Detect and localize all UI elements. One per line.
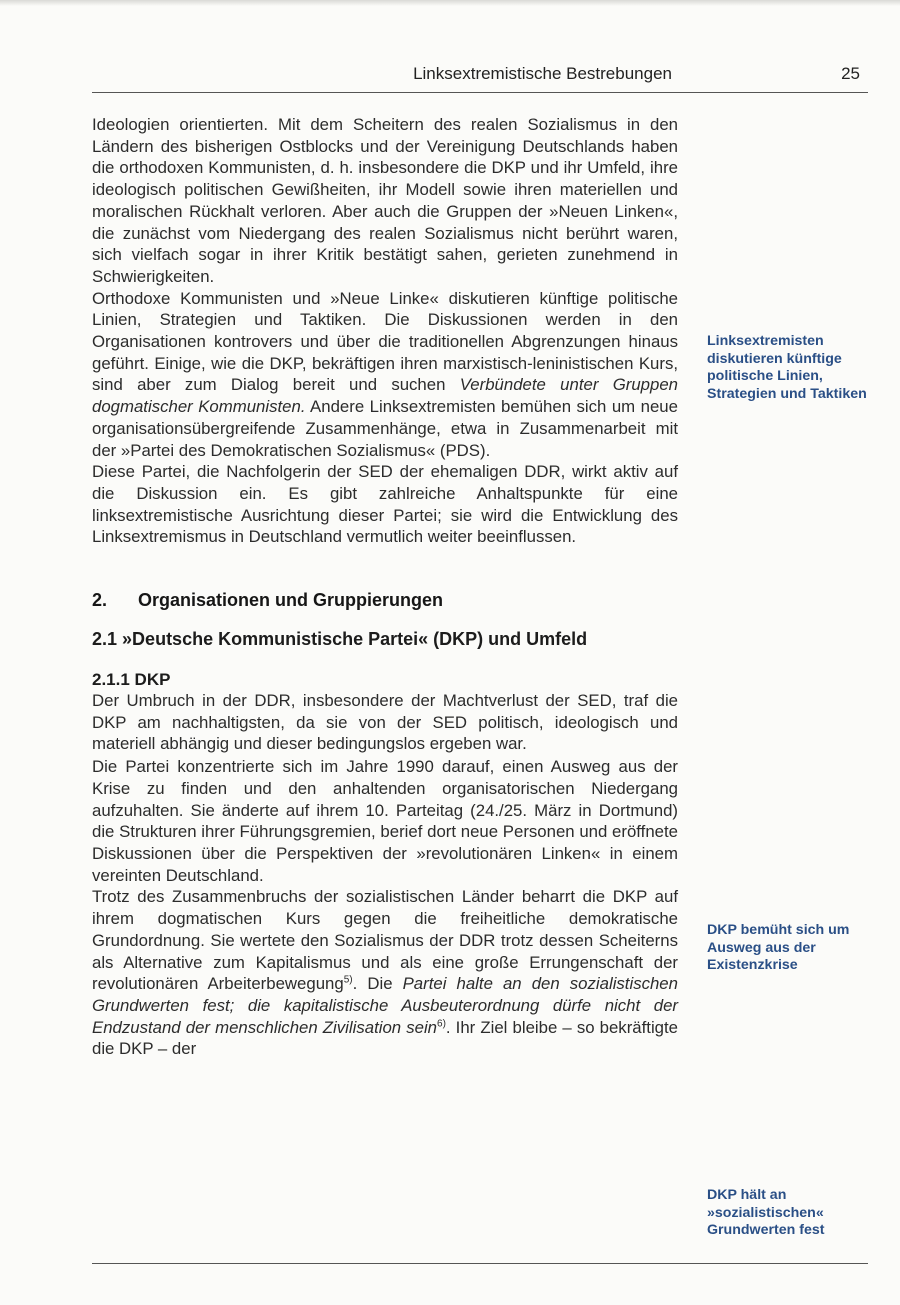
margin-note-existenzkrise: DKP bemüht sich um Ausweg aus der Existenzkrise <box>707 922 850 973</box>
paragraph-discussions: Orthodoxe Kommunisten und »Neue Linke« diskutieren künftige politische Linien, Strategien und Taktiken. Die Diskussionen werden in den Organisationen kontrovers und über die traditionellen Abgrenzungen hinaus geführt. Einige, wie die DKP, bekräftigen ihren marxistisch-leninistischen Kurs, sind aber zum Dialog bereit und suchen Verbündete unter Gruppen dogmatischer Kommunisten. Andere Linksextremisten bemühen sich um neue organisationsübergreifende Zusammenhänge, etwa in Zusammenarbeit mit der »Partei des Demokratischen Sozialismus« (PDS). <box>92 288 679 460</box>
paragraph-grundwerte: Trotz des Zusammenbruchs der sozialistischen Länder beharrt die DKP auf ihrem dogmatischen Kurs gegen die freiheitliche demokratische Grundordnung. Sie wertete den Sozialismus der DDR trotz dessen Scheiterns als Alternative zum Kapitalismus und als eine große Errungenschaft der revolutionären Arbeiterbewegung$^{5)}$. Die Partei halte an den sozialistischen Grundwerten fest; die kapitalistische Ausbeuterordnung dürfe nicht der Endzustand der menschlichen Zivilisation sein$^{6)}$. Ihr Ziel bleibe – so bekräftigte die DKP – der <box>92 887 679 1059</box>
section-heading-2: 2. Organisationen und Gruppierungen <box>92 590 444 611</box>
footnote-ref-5: 5) <box>343 974 353 986</box>
paragraph-ausweg: Die Partei konzentrierte sich im Jahre 1990 darauf, einen Ausweg aus der Krise zu finden und den anhaltenden organisatorischen Niedergang aufzuhalten. Sie änderte auf ihrem 10. Parteitag (24./25. März in Dortmund) die Strukturen ihrer Führungsgremien, berief dort neue Personen und eröffnete Diskussionen über die Perspektiven der »revolutionären Linken« in einem vereinten Deutschland. <box>92 757 678 885</box>
paragraph-umbruch: Der Umbruch in der DDR, insbesondere der Machtverlust der SED, traf die DKP am nachhaltigsten, da sie von der SED politisch, ideologisch und materiell abhängig und dieser bedingungslos ergeben war. <box>92 691 678 754</box>
main-text-column <box>92 114 678 1060</box>
running-title: Linksextremistische Bestrebungen <box>413 64 672 83</box>
section-heading-2-1: 2.1 »Deutsche Kommunistische Partei« (DKP) und Umfeld <box>92 629 588 650</box>
margin-note-strategies: Linksextremisten diskutieren künftige politische Linien, Strategien und Taktiken <box>707 333 867 402</box>
header-rule <box>92 92 868 93</box>
page-number: 25 <box>841 64 860 83</box>
paragraph-ideologies: Ideologien orientierten. Mit dem Scheitern des realen Sozialismus in den Ländern des bisherigen Ostblocks und der Vereinigung Deutschlands haben die orthodoxen Kommunisten, d. h. insbesondere die DKP und ihr Umfeld, ihre ideologisch politischen Gewißheiten, ihr Modell sowie ihren materiellen und moralischen Rückhalt verloren. Aber auch die Gruppen der »Neuen Linken«, die zunächst vom Niedergang des realen Sozialismus nicht berührt waren, sich vielfach sogar in ihrer Kritik bestätigt sahen, gerieten zunehmend in Schwierigkeiten. <box>92 115 678 286</box>
footnote-ref-6: 6) <box>437 1018 446 1030</box>
margin-note-grundwerte: DKP hält an »sozialistischen« Grundwerten fest <box>707 1187 825 1238</box>
page-header <box>92 58 868 88</box>
section-heading-2-1-1: 2.1.1 DKP <box>92 670 171 690</box>
footer-rule <box>92 1263 868 1264</box>
page-top-edge <box>0 0 900 6</box>
paragraph-pds: Diese Partei, die Nachfolgerin der SED der ehemaligen DDR, wirkt aktiv auf die Diskussion ein. Es gibt zahlreiche Anhaltspunkte für eine linksextremistische Ausrichtung dieser Partei; sie wird die Entwicklung des Linksextremismus in Deutschland vermutlich weiter beeinflussen. <box>92 462 678 547</box>
